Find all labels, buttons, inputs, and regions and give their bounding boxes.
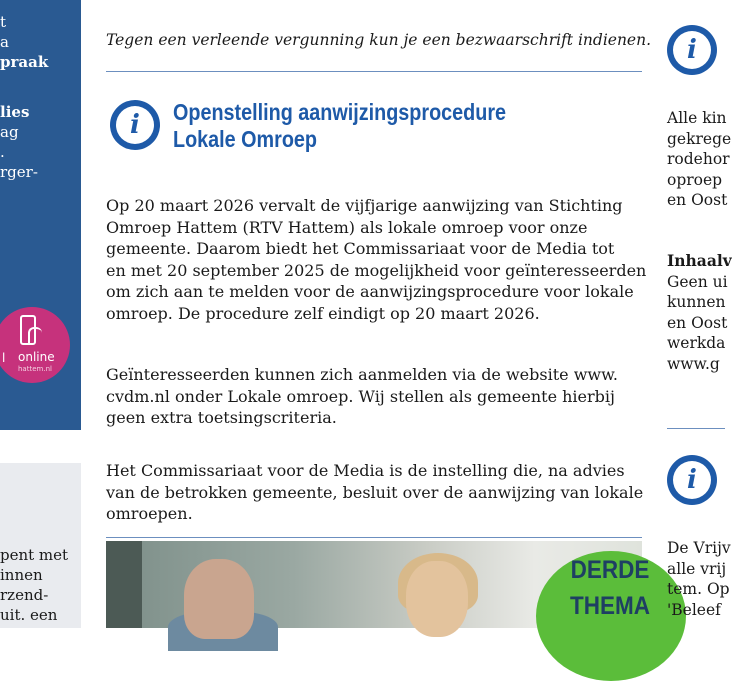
badge-url-text: hattem.nl (18, 365, 52, 373)
right-line: gekrege (667, 129, 732, 148)
left-gray-panel (0, 463, 81, 628)
intro-italic-text: Tegen een verleende vergunning kun je een bezwaarschrift indienen. (106, 31, 652, 49)
left-gray-line: innen (0, 566, 43, 584)
right-line: De Vrijv (667, 539, 731, 557)
photo-person-woman (406, 561, 468, 637)
paragraph-line: omroepen. (106, 504, 193, 523)
paragraph-line: van de betrokken gemeente, besluit over de aanwijzing van lokale (106, 482, 644, 502)
paragraph-line: Het Commissariaat voor de Media is de instelling die, na advies (106, 461, 625, 480)
loket-online-badge[interactable] (0, 307, 70, 383)
right-line: Geen ui (667, 272, 728, 291)
info-icon-glyph: i (673, 461, 711, 499)
left-blue-line: t (0, 13, 7, 31)
article-title (173, 99, 569, 153)
right-line: alle vrij (667, 559, 727, 578)
info-icon (667, 455, 717, 505)
theme-badge-line: DERDE (570, 556, 650, 584)
right-line: rodehor (667, 150, 730, 168)
divider (106, 71, 642, 72)
left-blue-panel (0, 0, 81, 430)
hand-pointer-icon (28, 327, 42, 345)
article-paragraph-1 (106, 195, 646, 324)
badge-letter: l (2, 351, 6, 365)
info-icon (667, 25, 717, 75)
left-gray-line: rzend- (0, 586, 49, 604)
paragraph-line: Op 20 maart 2026 vervalt de vijfjarige aanwijzing van Stichting (106, 196, 623, 215)
info-icon-glyph: i (116, 106, 154, 144)
article-title-line: Openstelling aanwijzingsprocedure (173, 99, 507, 125)
left-blue-line: . (0, 143, 5, 161)
theme-badge-line: THEMA (569, 592, 650, 620)
right-line: en Oost (667, 313, 728, 332)
info-icon-glyph: i (673, 31, 711, 69)
right-line: 'Beleef (667, 600, 721, 619)
left-blue-line: a (0, 33, 9, 51)
article-paragraph-3 (106, 460, 646, 525)
paragraph-line: geen extra toetsingscriteria. (106, 408, 337, 427)
article-paragraph-2 (106, 364, 646, 429)
divider (667, 428, 725, 429)
theme-badge (536, 551, 686, 681)
right-line: www.g (667, 354, 720, 373)
right-line: en Oost (667, 191, 728, 209)
right-line: tem. Op (667, 580, 730, 598)
left-blue-line: ag (0, 123, 19, 141)
right-heading: Inhaalv (667, 251, 732, 270)
paragraph-line: Geïnteresseerden kunnen zich aanmelden via de website www. (106, 365, 618, 384)
paragraph-line: omroep. De procedure zelf eindigt op 20 maart 2026. (106, 303, 540, 323)
right-line: Alle kin (667, 109, 727, 127)
paragraph-line: cvdm.nl onder Lokale omroep. Wij stellen als gemeente hierbij (106, 386, 615, 406)
right-block-3 (667, 538, 731, 620)
photo-person-man (184, 559, 254, 639)
right-line: oproep (667, 170, 723, 189)
paragraph-line: gemeente. Daarom biedt het Commissariaat voor de Media tot (106, 239, 615, 258)
left-gray-line: uit. een (0, 606, 58, 624)
left-gray-line: pent met (0, 546, 69, 564)
paragraph-line: om zich aan te melden voor de aanwijzingsprocedure voor lokale (106, 282, 634, 301)
paragraph-line: Omroep Hattem (RTV Hattem) als lokale omroep voor onze (106, 217, 588, 237)
photo-shadow (106, 541, 142, 628)
left-blue-line: praak (0, 53, 49, 71)
right-block-1 (667, 108, 731, 211)
badge-online-text: online (18, 350, 55, 364)
right-line: werkda (667, 334, 726, 352)
info-icon (110, 100, 160, 150)
divider (106, 537, 642, 538)
article-photo (106, 541, 650, 628)
paragraph-line: en met 20 september 2025 de mogelijkheid voor geïnteresseerden (106, 260, 647, 280)
left-blue-line: rger- (0, 163, 38, 181)
left-blue-line: lies (0, 103, 30, 121)
right-block-2 (667, 251, 732, 374)
right-line: kunnen (667, 293, 726, 311)
article-title-line: Lokale Omroep (173, 126, 317, 152)
